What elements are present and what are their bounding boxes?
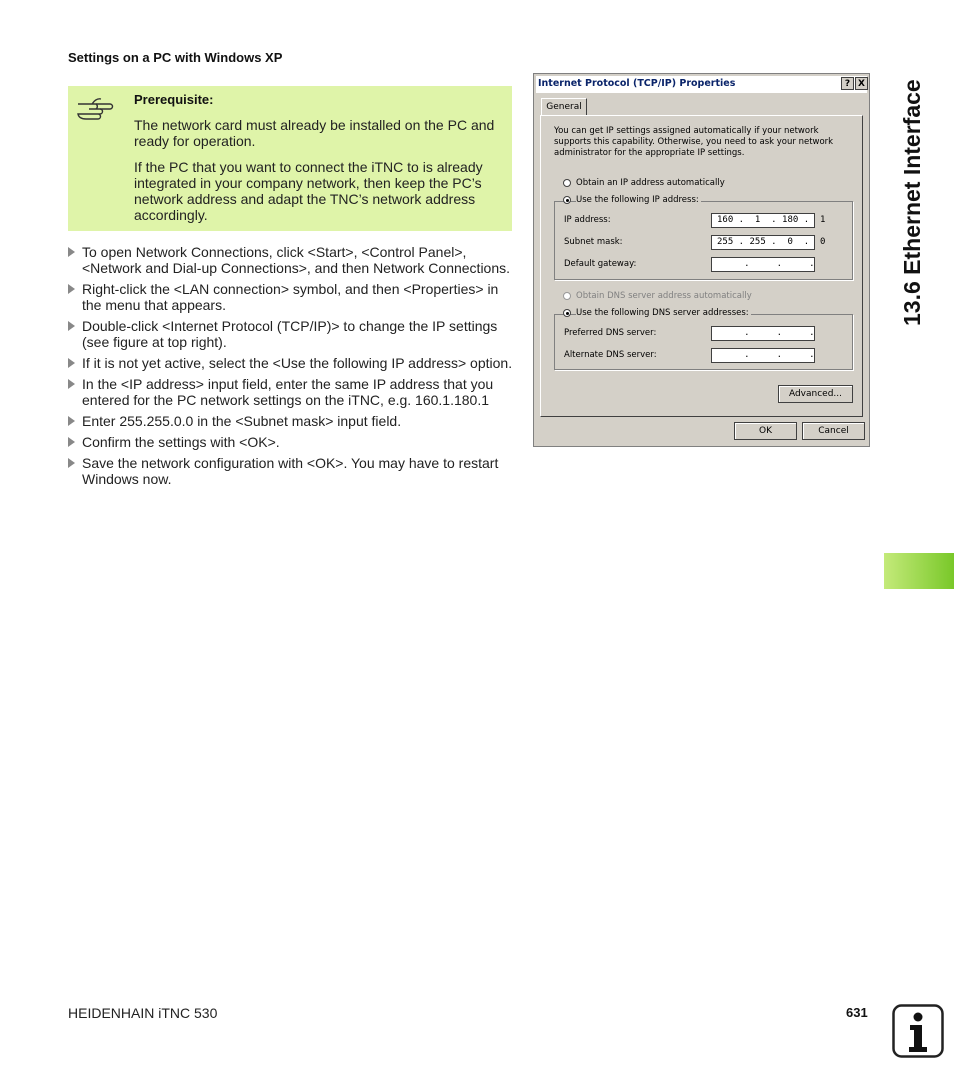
chapter-title-text: 13.6 Ethernet Interface [899, 79, 925, 326]
note-paragraph: If the PC that you want to connect the iTNC to is already integrated in your company network, then keep the PC’s network address and adapt the TNC’s network address accordingly. [134, 159, 483, 223]
use-following-ip-label: Use the following IP address: [576, 195, 699, 205]
cancel-button[interactable]: Cancel [802, 422, 865, 440]
alternate-dns-label: Alternate DNS server: [564, 350, 657, 360]
note-paragraph: The network card must already be installed on the PC and ready for operation. [134, 117, 495, 149]
list-item: Save the network configuration with <OK>. You may have to restart Windows now. [68, 455, 514, 487]
close-button[interactable]: X [855, 77, 868, 90]
tab-general[interactable]: General [541, 98, 587, 116]
preferred-dns-label: Preferred DNS server: [564, 328, 657, 338]
ip-address-label: IP address: [564, 215, 611, 225]
ok-button[interactable]: OK [734, 422, 797, 440]
alternate-dns-input[interactable]: . . . [711, 348, 815, 363]
tcpip-properties-dialog [533, 73, 870, 447]
prerequisite-note [68, 86, 512, 231]
footer-manual-name: HEIDENHAIN iTNC 530 [68, 1005, 218, 1021]
bullet-triangle-icon [68, 358, 75, 368]
instruction-list [68, 244, 514, 492]
obtain-dns-auto-label: Obtain DNS server address automatically [576, 291, 752, 301]
list-item: In the <IP address> input field, enter the same IP address that you entered for the PC network settings on the iTNC, e.g. 160.1.180.1 [68, 376, 514, 408]
section-heading: Settings on a PC with Windows XP [68, 50, 283, 65]
bullet-triangle-icon [68, 458, 75, 468]
preferred-dns-input[interactable]: . . . [711, 326, 815, 341]
subnet-mask-label: Subnet mask: [564, 237, 623, 247]
list-item: Double-click <Internet Protocol (TCP/IP)> to change the IP settings (see figure at top right). [68, 318, 514, 350]
bullet-triangle-icon [68, 379, 75, 389]
default-gateway-label: Default gateway: [564, 259, 637, 269]
chapter-tab-marker [884, 553, 954, 589]
bullet-triangle-icon [68, 416, 75, 426]
pointing-hand-icon [76, 96, 114, 122]
advanced-button[interactable]: Advanced... [778, 385, 853, 403]
obtain-ip-auto-radio[interactable] [563, 179, 571, 187]
info-icon [892, 1004, 944, 1058]
list-item: Confirm the settings with <OK>. [68, 434, 514, 450]
use-following-dns-radio[interactable] [563, 309, 571, 317]
chapter-sidebar-title [882, 50, 932, 330]
obtain-dns-auto-radio[interactable] [563, 292, 571, 300]
bullet-triangle-icon [68, 321, 75, 331]
use-following-ip-radio[interactable] [563, 196, 571, 204]
use-following-dns-label: Use the following DNS server addresses: [576, 308, 749, 318]
subnet-mask-input[interactable]: 255 . 255 . 0 . 0 [711, 235, 815, 250]
obtain-ip-auto-label: Obtain an IP address automatically [576, 178, 725, 188]
bullet-triangle-icon [68, 284, 75, 294]
list-item: Enter 255.255.0.0 in the <Subnet mask> input field. [68, 413, 514, 429]
dialog-titlebar [536, 76, 867, 93]
dialog-intro-text: You can get IP settings assigned automatically if your network supports this capability. Otherwise, you need to ask your network administrator for the appropriate IP settings. [554, 126, 834, 158]
help-button[interactable]: ? [841, 77, 854, 90]
default-gateway-input[interactable]: . . . [711, 257, 815, 272]
list-item: Right-click the <LAN connection> symbol, and then <Properties> in the menu that appears. [68, 281, 514, 313]
list-item: If it is not yet active, select the <Use the following IP address> option. [68, 355, 514, 371]
bullet-triangle-icon [68, 247, 75, 257]
note-title: Prerequisite: [134, 92, 214, 107]
bullet-triangle-icon [68, 437, 75, 447]
list-item: To open Network Connections, click <Start>, <Control Panel>, <Network and Dial-up Connections>, and then Network Connections. [68, 244, 514, 276]
page-number: 631 [846, 1005, 868, 1020]
dialog-title: Internet Protocol (TCP/IP) Properties [538, 78, 736, 89]
ip-address-input[interactable]: 160 . 1 . 180 . 1 [711, 213, 815, 228]
